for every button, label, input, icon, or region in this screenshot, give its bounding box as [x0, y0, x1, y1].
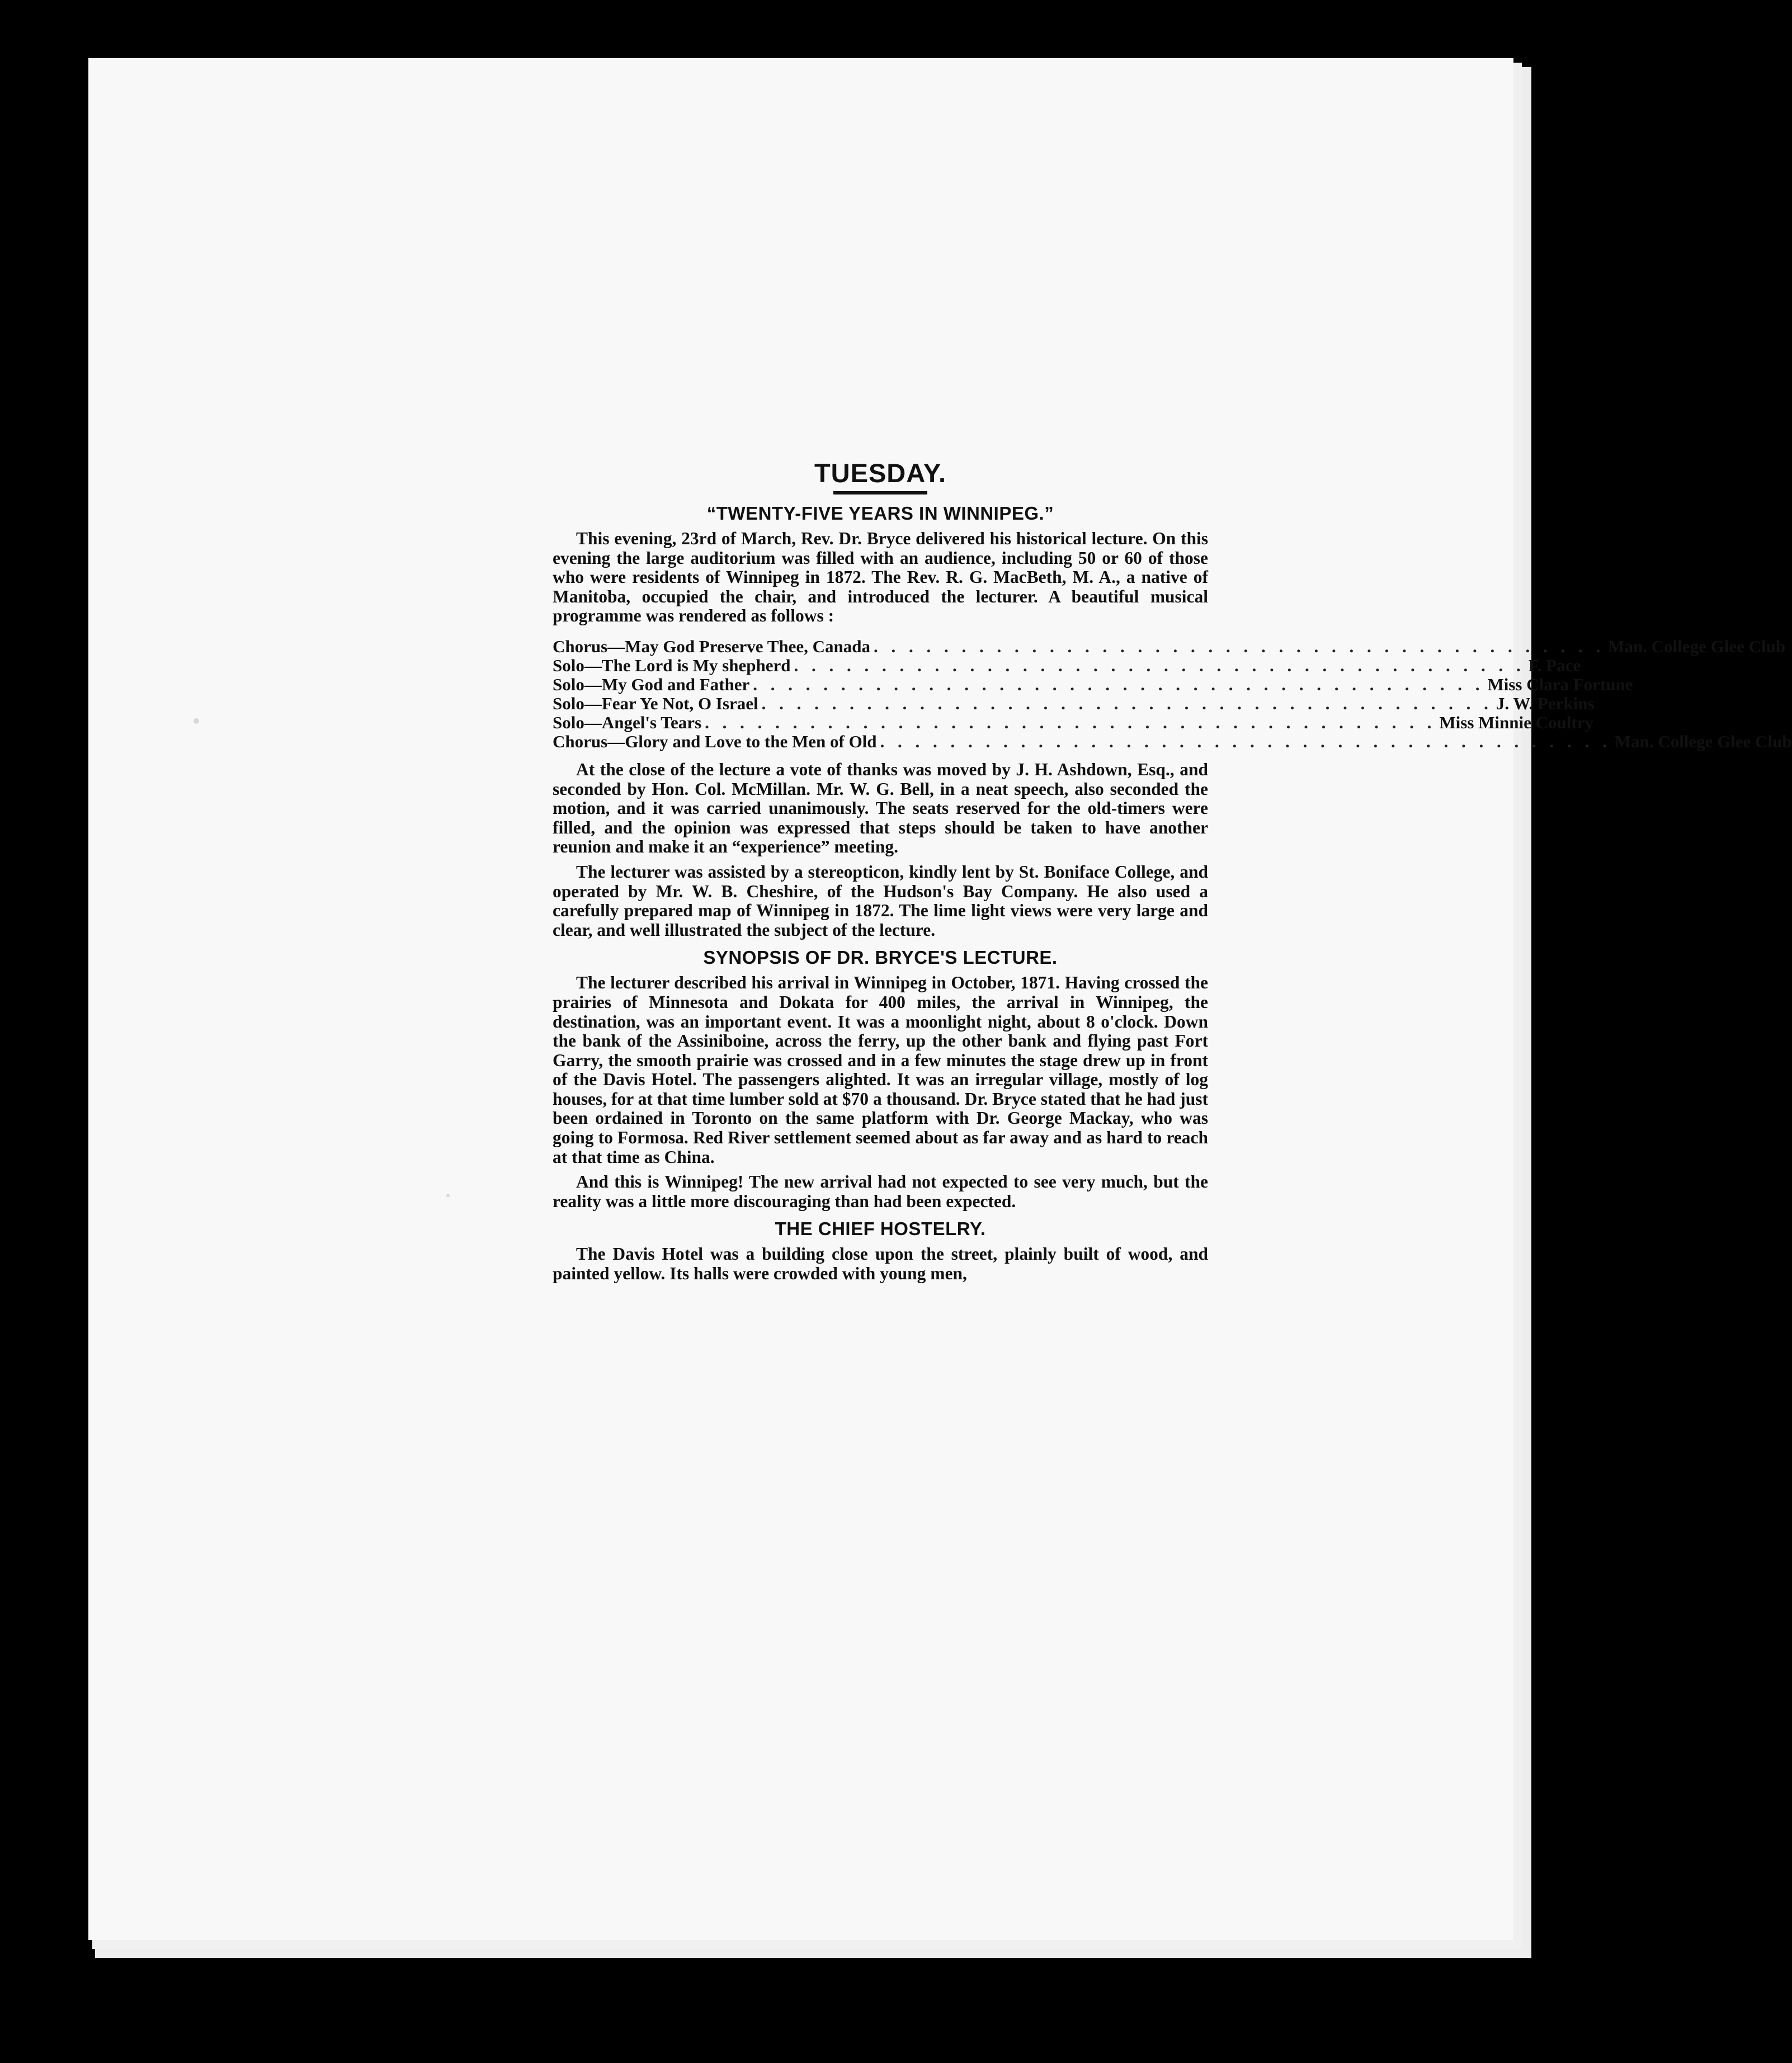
programme-item — [553, 693, 1595, 713]
page-title: TUESDAY. — [814, 458, 947, 488]
programme-item — [553, 674, 1633, 694]
lecture-title: “TWENTY-FIVE YEARS IN WINNIPEG.” — [706, 503, 1054, 524]
programme-performer: F. Pace — [1528, 655, 1581, 675]
leader-dots: . . . . . . . . . . . . . . . . . . . . . . . . . . . . . . . . . . . . . . . . . . — [874, 636, 1605, 656]
programme-piece: Solo—The Lord is My shepherd — [553, 655, 791, 675]
stereopticon-paragraph: The lecturer was assisted by a stereopticon, kindly lent by St. Boniface College, and operated by Mr. W. B. Cheshire, of the Hudson's Bay Company. He also used a carefully prepared map of Winnipeg in 1872. The lime light views were very large and clear, and well illustrated the subject of the lecture. — [553, 861, 1208, 940]
programme-item — [553, 655, 1581, 675]
musical-programme — [553, 636, 1792, 751]
leader-dots: . . . . . . . . . . . . . . . . . . . . . . . . . . . . . . . . . . . . . . . . . . — [794, 655, 1525, 675]
arrival-paragraph: The lecturer described his arrival in Winnipeg in October, 1871. Having crossed the prairies of Minnesota and Dokata for 400 miles, the arrival in Winnipeg, the destination, was an important event. It was a moonlight night, about 8 o'clock. Down the bank of the Assiniboine, across the ferry, up the other bank and flying past Fort Garry, the smooth prairie was crossed and in a few minutes the stage drew up in front of the Davis Hotel. The passengers alighted. It was an irregular village, mostly of log houses, for at that time lumber sold at $70 a thousand. Dr. Bryce stated that he had just been ordained in Toronto on the same platform with Dr. George Mackay, who was going to Formosa. Red River settlement seemed about as far away and as hard to reach at that time as China. — [553, 973, 1208, 1167]
synopsis-heading: SYNOPSIS OF DR. BRYCE'S LECTURE. — [703, 947, 1058, 968]
programme-piece: Chorus—May God Preserve Thee, Canada — [553, 636, 871, 656]
programme-performer: J. W. Perkins — [1496, 693, 1595, 713]
scan-speck — [446, 1194, 450, 1197]
programme-piece: Solo—Angel's Tears — [553, 712, 702, 732]
programme-item — [553, 636, 1786, 656]
hotel-paragraph: The Davis Hotel was a building close upon the street, plainly built of wood, and painted yellow. Its halls were crowded with young men, — [553, 1244, 1208, 1284]
programme-piece: Solo—Fear Ye Not, O Israel — [553, 693, 758, 713]
text-column — [553, 458, 1792, 1289]
intro-paragraph: This evening, 23rd of March, Rev. Dr. Bryce delivered his historical lecture. On this evening the large auditorium was filled with an audience, including 50 or 60 of those who were residents of Winnipeg in 1872. The Rev. R. G. MacBeth, M. A., a native of Manitoba, occupied the chair, and introduced the lecturer. A beautiful musical programme was rendered as follows : — [553, 529, 1208, 626]
programme-item — [553, 712, 1593, 732]
leader-dots: . . . . . . . . . . . . . . . . . . . . . . . . . . . . . . . . . . . . . . . . . . — [753, 674, 1484, 694]
leader-dots: . . . . . . . . . . . . . . . . . . . . . . . . . . . . . . . . . . . . . . . . . . — [705, 712, 1436, 732]
programme-performer: Man. College Glee Club — [1614, 731, 1792, 751]
hostelry-heading: THE CHIEF HOSTELRY. — [775, 1218, 986, 1240]
programme-performer: Miss Minnie Coultry — [1439, 712, 1593, 732]
title-underline — [833, 491, 927, 494]
programme-piece: Solo—My God and Father — [553, 674, 750, 694]
programme-performer: Man. College Glee Club — [1608, 636, 1786, 656]
scan-speck — [194, 718, 199, 724]
winnipeg-paragraph: And this is Winnipeg! The new arrival had not expected to see very much, but the reality was a little more discouraging than had been expected. — [553, 1172, 1208, 1211]
programme-piece: Chorus—Glory and Love to the Men of Old — [553, 731, 877, 751]
leader-dots: . . . . . . . . . . . . . . . . . . . . . . . . . . . . . . . . . . . . . . . . . . — [761, 693, 1493, 713]
programme-performer: Miss Clara Fortune — [1487, 674, 1633, 694]
vote-paragraph: At the close of the lecture a vote of thanks was moved by J. H. Ashdown, Esq., and seconded by Hon. Col. McMillan. Mr. W. G. Bell, in a neat speech, also seconded the motion, and it was carried unanimously. The seats reserved for the old-timers were filled, and the opinion was expressed that steps should be taken to have another reunion and make it an “experience” meeting. — [553, 759, 1208, 857]
leader-dots: . . . . . . . . . . . . . . . . . . . . . . . . . . . . . . . . . . . . . . . . . . — [880, 731, 1611, 751]
programme-item — [553, 731, 1792, 751]
